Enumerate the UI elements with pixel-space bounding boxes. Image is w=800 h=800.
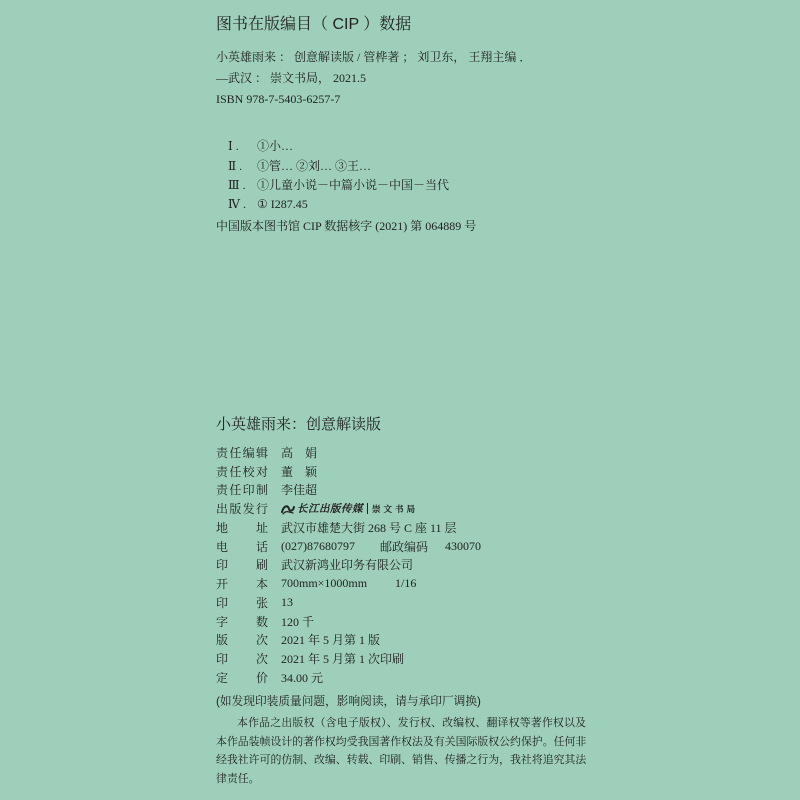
detail-row-editor [216, 443, 576, 462]
detail-value: 120 千 [281, 614, 315, 629]
detail-value: 2021 年 5 月第 1 版 [281, 633, 381, 648]
detail-row-address [216, 518, 576, 537]
detail-label: 版次 [216, 633, 268, 648]
publisher-logo [281, 502, 418, 516]
detail-value-group [281, 538, 481, 555]
copyright-line: 经我社许可的仿制、改编、转载、印刷、销售、传播之行为，我社将追究其法 [216, 754, 586, 767]
publication-details [216, 443, 576, 687]
detail-row-price [216, 668, 576, 687]
postcode-value: 430070 [445, 538, 481, 553]
detail-value: 34.00 元 [281, 670, 324, 685]
book-title: 小英雄雨来：创意解读版 [216, 416, 382, 433]
classification-text: ① I287.45 [257, 197, 308, 211]
classification-number: Ⅱ . [228, 159, 243, 173]
detail-label: 责任编辑 [216, 445, 268, 460]
cip-record-line: 小英雄雨来 ： 创意解读版 / 管桦著 ； 刘卫东， 王翔主编 ． [216, 50, 532, 64]
publisher-imprint-name: 崇文书局 [372, 503, 419, 514]
format-fold: 1/16 [395, 576, 417, 591]
cip-approval-number: 中国版本图书馆 CIP 数据核字 (2021) 第 064889 号 [216, 219, 477, 233]
detail-value-group [281, 576, 416, 591]
detail-value: 武汉市雄楚大街 268 号 C 座 11 层 [281, 520, 457, 535]
detail-row-publisher [216, 499, 576, 518]
detail-label: 印张 [216, 595, 268, 610]
format-size: 700mm×1000mm [281, 576, 368, 591]
detail-row-word-count [216, 612, 576, 631]
classification-number: Ⅰ . [228, 139, 239, 153]
detail-value: 13 [281, 594, 293, 609]
postcode-label: 邮政编码 [380, 539, 429, 554]
detail-row-impression [216, 649, 576, 668]
classification-text: ①儿童小说－中篇小说－中国－当代 [257, 178, 450, 192]
copyright-line: 本作品之出版权（含电子版权）、发行权、改编权、翻译权等著作权以及 [237, 717, 586, 729]
detail-value: 李佳超 [281, 483, 318, 498]
detail-value: 2021 年 5 月第 1 次印刷 [281, 652, 405, 667]
copyright-line: 本作品装帧设计的著作权均受我国著作权法及有关国际版权公约保护。任何非 [216, 735, 586, 748]
detail-label: 字数 [216, 614, 268, 629]
classification-text: ①小… [257, 139, 294, 153]
detail-row-edition [216, 631, 576, 650]
changjiang-wave-icon [281, 503, 295, 515]
detail-label: 责任印制 [216, 483, 268, 498]
copyright-statement [216, 714, 586, 789]
detail-label: 开本 [216, 577, 268, 592]
cip-record-line: —武汉 ： 崇文书局， 2021.5 [216, 71, 367, 85]
quality-notice: (如发现印装质量问题，影响阅读，请与承印厂调换) [216, 695, 481, 708]
classification-text: ①管… ②刘… ③王… [257, 159, 372, 173]
detail-value: 董 颖 [281, 464, 318, 479]
detail-row-phone [216, 537, 576, 556]
detail-label: 电话 [216, 539, 268, 554]
detail-label: 责任校对 [216, 464, 268, 479]
detail-value: 武汉新鸿业印务有限公司 [281, 558, 414, 573]
classification-number: Ⅳ . [228, 197, 246, 211]
detail-row-format [216, 574, 576, 593]
detail-row-printer [216, 556, 576, 575]
logo-divider [367, 503, 368, 514]
classification-number: Ⅲ . [228, 178, 246, 192]
detail-row-print-supervisor [216, 481, 576, 500]
detail-row-proofreader [216, 462, 576, 481]
detail-row-sheets [216, 593, 576, 612]
detail-label: 出版发行 [216, 502, 268, 517]
detail-label: 地址 [216, 520, 268, 535]
cip-isbn: ISBN 978-7-5403-6257-7 [216, 92, 341, 106]
detail-label: 定价 [216, 670, 268, 685]
detail-value: 高 娟 [281, 445, 318, 460]
copyright-line: 律责任。 [216, 773, 260, 786]
detail-label: 印次 [216, 652, 268, 667]
phone-number: (027)87680797 [281, 538, 355, 553]
detail-label: 印刷 [216, 558, 268, 573]
cip-heading: 图书在版编目（ CIP ）数据 [216, 16, 412, 33]
publisher-group-name: 长江出版传媒 [297, 504, 363, 516]
